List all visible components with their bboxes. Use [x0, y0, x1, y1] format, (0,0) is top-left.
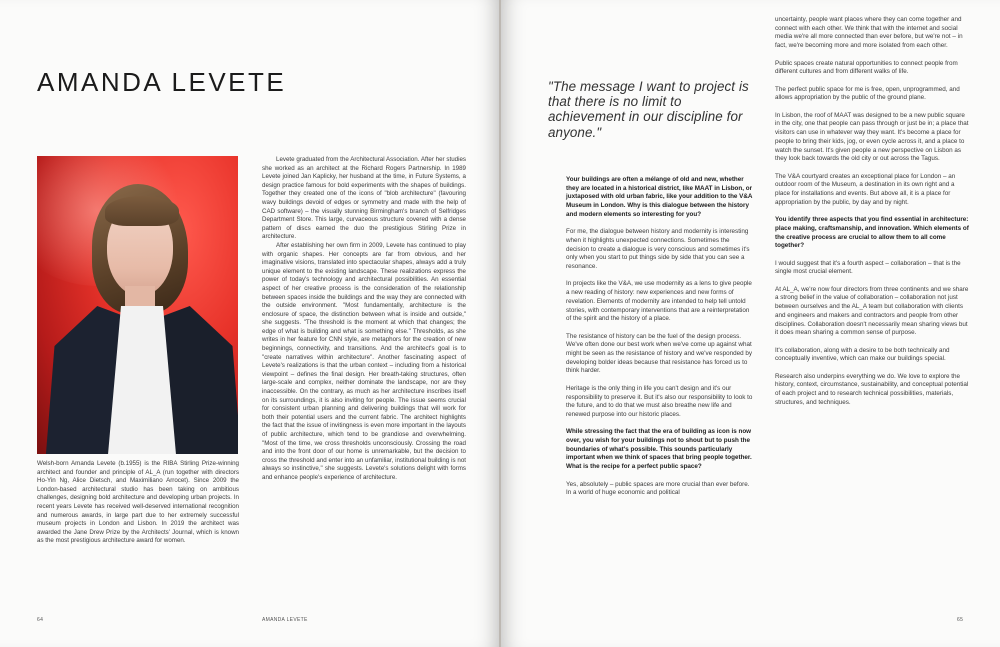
article-paragraph: Levete graduated from the Architectural Association. After her studies she worked as an architect at the Richard Rogers Partnership. In 1989 Levete joined Jan Kaplicky, her husband at the time, in Future Systems, a design practice famous for bold experiments with the shapes of buildings. Together they created one of the icons of "blob architecture" (favouring wavy buildings devoid of edges or symmetry and made with the help of CAD software) – the visually stunning Birmingham's branch of Selfridges Department Store. This large, curvaceous structure covered with a dense pattern of discs earned the duo the prestigious Stirling Prize in architecture.: [262, 156, 466, 241]
left-page: [0, 0, 499, 647]
interview-answer: In Lisbon, the roof of MAAT was designed to be a new public square in the city, one that people can pass through or just be in; a place that visitors can use in whatever way they want. It's become a place for people to bring their kids, jog, or even cycle across it, and a place to watch the sunset. It's given people a new perspective on Lisbon as they look back towards the old city or out across the Tagus.: [775, 111, 969, 163]
interview-answer: At AL_A, we're now four directors from three continents and we share a strong belief in the value of collaboration – collaboration not just between ourselves and the AL_A team but collaboration with clients and engineers and makers and contractors and people from other disciplines. Collaboration doesn't necessarily mean sharing views but it does mean sharing a common sense of purpose.: [775, 285, 969, 337]
pull-quote: "The message I want to project is that there is no limit to achievement in our discipline for anyone.": [548, 79, 749, 140]
page-title: AMANDA LEVETE: [37, 67, 287, 98]
right-page: [501, 0, 1000, 647]
interview-question: While stressing the fact that the era of building as icon is now over, you wish for your buildings not to shout but to push the boundaries of what's possible. This sounds particularly important when we think of spaces that bring people together. What is the recipe for a perfect public space?: [566, 428, 752, 471]
interview-answer: For me, the dialogue between history and modernity is interesting when it highlights unexpected connections. Sometimes the decision to create a dialogue is very conscious and sometimes it's only when you start to put things side by side that you can see a resonance.: [566, 228, 750, 271]
interview-answer: Yes, absolutely – public spaces are more crucial than ever before. In a world of huge economic and political: [566, 480, 750, 497]
running-head: AMANDA LEVETE: [262, 617, 308, 623]
bio-paragraph: Welsh-born Amanda Levete (b.1955) is the RIBA Stirling Prize-winning architect and founder and principle of AL_A (run together with directors Ho-Yin Ng, Alice Dietsch, and Maximiliano Arrocet). Since 2009 the London-based architectural studio has been taking on ambitious challenges, designing bold architecture and developing urban projects. In recent years Levete has received well-deserved international recognition and numerous awards, in large part due to her extremely successful museum projects in London and Lisbon. In 2019 the architect was awarded the Jane Drew Prize by the Architects' Journal, which is known as the most prestigious architecture award for women.: [37, 460, 239, 545]
interview-answer: The resistance of history can be the fuel of the design process. We've often done our best work when we've come up against what might be seen as the resistance of history and we've responded by developing bolder ideas because that resistance has forced us to think harder.: [566, 332, 753, 375]
interview-answer: I would suggest that it's a fourth aspect – collaboration – that is the single most crucial element.: [775, 259, 961, 276]
interview-answer: Research also underpins everything we do. We love to explore the history, context, circumstance, sustainability, and conceptual potential of each project and to research technical possibilities, materials, structures, and techniques.: [775, 372, 969, 406]
interview-answer: Public spaces create natural opportunities to connect people from different cultures and from different walks of life.: [775, 59, 958, 76]
interview-answer: The V&A courtyard creates an exceptional place for London – an outdoor room of the Museum, a destination in its own right and a place for installations and events. But above all, it is a place for appropriation by the public, by day and by night.: [775, 172, 956, 206]
portrait-photo: [37, 156, 238, 454]
interview-answer: In projects like the V&A, we use modernity as a lens to give people a new reading of history: new experiences and new forms of revelation. Elements of modernity are intended to help tell untold stories, with contemporary interventions that are a reinterpretation of the spirit and the history of a place.: [566, 280, 752, 323]
interview-column-b: [775, 16, 970, 416]
interview-question: You identify three aspects that you find essential in architecture: place making, craftsmanship, and innovation. Which elements of the creative process are crucial to allow them to all come together?: [775, 216, 969, 250]
page-number-right: 65: [957, 617, 964, 623]
page-number-left: 64: [37, 617, 44, 623]
interview-answer: Heritage is the only thing in life you can't design and it's our responsibility to preserve it. But it's also our responsibility to look to the future, and to do that we must also breathe new life and renewed purpose into our historic places.: [566, 384, 753, 418]
article-paragraph: After establishing her own firm in 2009, Levete has continued to play with organic shapes. Her concepts are far from obvious, and her imaginative visions, translated into spectacular shapes, always add a truly unique element to the existing landscape. These realizations express the power of today's technology and architectural possibilities. An essential aspect of her creative process is the consideration of the relationship between spaces inside the buildings and the way they are connected with the outside environment. "Most fundamentally, architecture is the enclosure of space, the distinction between what is inside and outside," she suggests. "The threshold is the moment at which that changes; the edge of what is building and what is something else." Thresholds, as she writes in her feature for CNN style, are metaphors for the creation of new beginnings, connectivity, and transitions. And the architect's goal is to "create narratives within architecture". Another fascinating aspect of Levete's realizations is that the urban context – including from a historical viewpoint – defines the final design. Her breath-taking structures, often large-scale and complex, neither dominate the landscape, nor are they inaccessible. On the contrary, as much as her architecture inscribes itself on its surroundings, it is also inviting for people. The issue seems crucial for consistent urban planning and delivering buildings that will work for both their potential users and the current fabric. The architect highlights the fact that the issue of invitingness is even more important in the layouts of public architecture, which tend to be grandiose and overwhelming. "Most of the time, we cross thresholds unconsciously. Crossing the road and into the front door of our home is unremarkable, but the decision to cross the threshold and enter into an unfamiliar, institutional building is not always so instinctive," she suggests. Levete's solutions delight with forms and enhance people's experience of architecture.: [262, 241, 466, 481]
interview-answer: The perfect public space for me is free, open, unprogrammed, and allows appropriation by the public of the ground plane.: [775, 85, 960, 102]
interview-question: Your buildings are often a mélange of old and new, whether they are located in a historical district, like MAAT in Lisbon, or juxtaposed with old urban fabric, like your addition to the V&A Museum in London. Why is this dialogue between the history and modern elements so interesting for you?: [566, 176, 753, 218]
interview-answer: uncertainty, people want places where they can come together and connect with each other. We think that with the internet and social media we're all more connected than ever before, but we're not – in fact, we're becoming more and more isolated from each other.: [775, 16, 963, 50]
interview-answer: It's collaboration, along with a desire to be both technically and conceptually inventive, which can make our buildings special.: [775, 346, 950, 363]
interview-column-a: [566, 176, 754, 507]
article-column: [262, 156, 466, 483]
